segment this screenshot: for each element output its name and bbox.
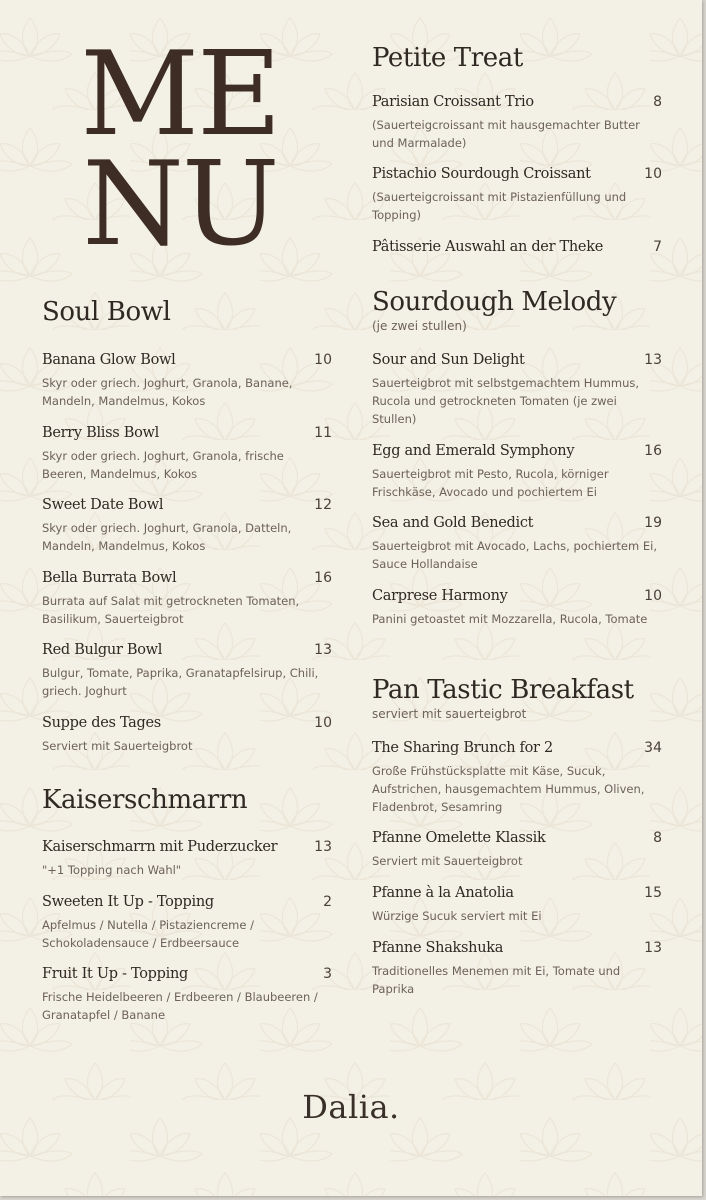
section-title: Sourdough Melody [372,287,617,317]
menu-item [372,163,662,224]
item-name: Fruit It Up - Topping [42,966,188,982]
menu-item [372,737,662,816]
brand-logo: Dalia. [302,1088,400,1126]
item-price: 2 [323,894,332,910]
item-description: Traditionelles Menemen mit Ei, Tomate und Paprika [372,964,621,996]
section-title: Pan Tastic Breakfast [372,675,634,705]
item-description: Skyr oder griech. Joghurt, Granola, Datteln, Mandeln, Mandelmus, Kokos [42,521,292,553]
item-description: Serviert mit Sauerteigbrot [372,854,523,868]
menu-item [42,567,332,628]
menu-item [372,440,662,501]
menu-item [42,963,332,1024]
item-name: Parisian Croissant Trio [372,94,534,110]
menu-item [372,236,662,258]
item-name: Sweeten It Up - Topping [42,894,214,910]
item-name: Sweet Date Bowl [42,497,164,513]
item-price: 13 [314,642,332,658]
item-price: 13 [644,940,662,956]
menu-item [42,349,332,410]
item-price: 13 [644,352,662,368]
menu-item [42,422,332,483]
section-title: Kaiserschmarrn [42,785,248,815]
item-name: Banana Glow Bowl [42,352,176,368]
item-description: Sauerteigbrot mit Pesto, Rucola, körniger Frischkäse, Avocado und pochiertem Ei [372,467,609,499]
item-name: Kaiserschmarrn mit Puderzucker [42,839,278,855]
item-name: Sea and Gold Benedict [372,515,534,531]
item-description: (Sauerteigcroissant mit hausgemachter Butter und Marmalade) [372,118,640,150]
item-price: 3 [323,966,332,982]
menu-item [372,937,662,998]
menu-item [42,712,332,755]
item-price: 19 [644,515,662,531]
item-description: "+1 Topping nach Wahl" [42,863,182,877]
section-subtitle: (je zwei stullen) [372,319,467,333]
item-price: 7 [653,239,662,255]
item-description: Würzige Sucuk serviert mit Ei [372,909,542,923]
item-price: 8 [653,830,662,846]
item-name: Bella Burrata Bowl [42,570,177,586]
menu-item [372,349,662,428]
item-name: Pfanne Shakshuka [372,940,504,956]
item-name: Suppe des Tages [42,715,161,731]
section-soul-bowl [42,296,332,328]
item-price: 15 [644,885,662,901]
menu-item [42,891,332,952]
item-price: 10 [314,715,332,731]
item-name: Berry Bliss Bowl [42,425,159,441]
item-name: Pfanne à la Anatolia [372,885,514,901]
item-description: Frische Heidelbeeren / Erdbeeren / Blaubeeren / Granatapfel / Banane [42,990,318,1022]
menu-item [372,91,662,152]
menu-title-line1: ME [80,27,280,162]
item-description: Große Frühstücksplatte mit Käse, Sucuk, Aufstrichen, hausgemachtem Hummus, Oliven, Fladenbrot, Sesamring [372,764,645,814]
item-name: Carprese Harmony [372,588,508,604]
item-price: 8 [653,94,662,110]
section-title: Petite Treat [372,43,523,73]
item-price: 16 [314,570,332,586]
item-description: Serviert mit Sauerteigbrot [42,739,193,753]
item-name: The Sharing Brunch for 2 [372,740,553,756]
item-description: Panini getoastet mit Mozzarella, Rucola, Tomate [372,612,648,626]
item-description: Skyr oder griech. Joghurt, Granola, Banane, Mandeln, Mandelmus, Kokos [42,376,293,408]
menu-title-line2: NU [82,137,278,272]
item-price: 13 [314,839,332,855]
item-price: 10 [644,166,662,182]
menu-item [42,639,332,700]
item-price: 12 [314,497,332,513]
item-description: (Sauerteigcroissant mit Pistazienfüllung und Topping) [372,190,627,222]
item-description: Bulgur, Tomate, Paprika, Granatapfelsirup, Chili, griech. Joghurt [42,666,319,698]
section-petite-treat [372,42,662,74]
item-name: Sour and Sun Delight [372,352,525,368]
item-price: 11 [314,425,332,441]
item-description: Sauerteigbrot mit selbstgemachtem Hummus, Rucola und getrockneten Tomaten (je zwei Stullen) [372,376,640,426]
item-name: Pistachio Sourdough Croissant [372,166,591,182]
item-price: 34 [644,740,662,756]
item-description: Burrata auf Salat mit getrockneten Tomaten, Basilikum, Sauerteigbrot [42,594,300,626]
section-pan-tastic-breakfast [372,674,662,722]
menu-item [372,585,662,628]
menu-item [42,494,332,555]
section-sourdough-melody [372,286,662,334]
menu-title [40,27,320,272]
item-price: 10 [314,352,332,368]
menu-item [372,827,662,870]
section-title: Soul Bowl [42,297,171,327]
menu-item [42,836,332,879]
item-price: 10 [644,588,662,604]
item-description: Sauerteigbrot mit Avocado, Lachs, pochiertem Ei, Sauce Hollandaise [372,539,657,571]
item-name: Egg and Emerald Symphony [372,443,575,459]
section-kaiserschmarrn [42,784,332,816]
item-name: Pfanne Omelette Klassik [372,830,546,846]
item-name: Pâtisserie Auswahl an der Theke [372,239,603,255]
section-subtitle: serviert mit sauerteigbrot [372,707,527,721]
menu-item [372,882,662,925]
item-name: Red Bulgur Bowl [42,642,163,658]
item-description: Apfelmus / Nutella / Pistaziencreme / Schokoladensauce / Erdbeersauce [42,918,254,950]
menu-item [372,512,662,573]
item-price: 16 [644,443,662,459]
item-description: Skyr oder griech. Joghurt, Granola, frische Beeren, Mandelmus, Kokos [42,449,284,481]
